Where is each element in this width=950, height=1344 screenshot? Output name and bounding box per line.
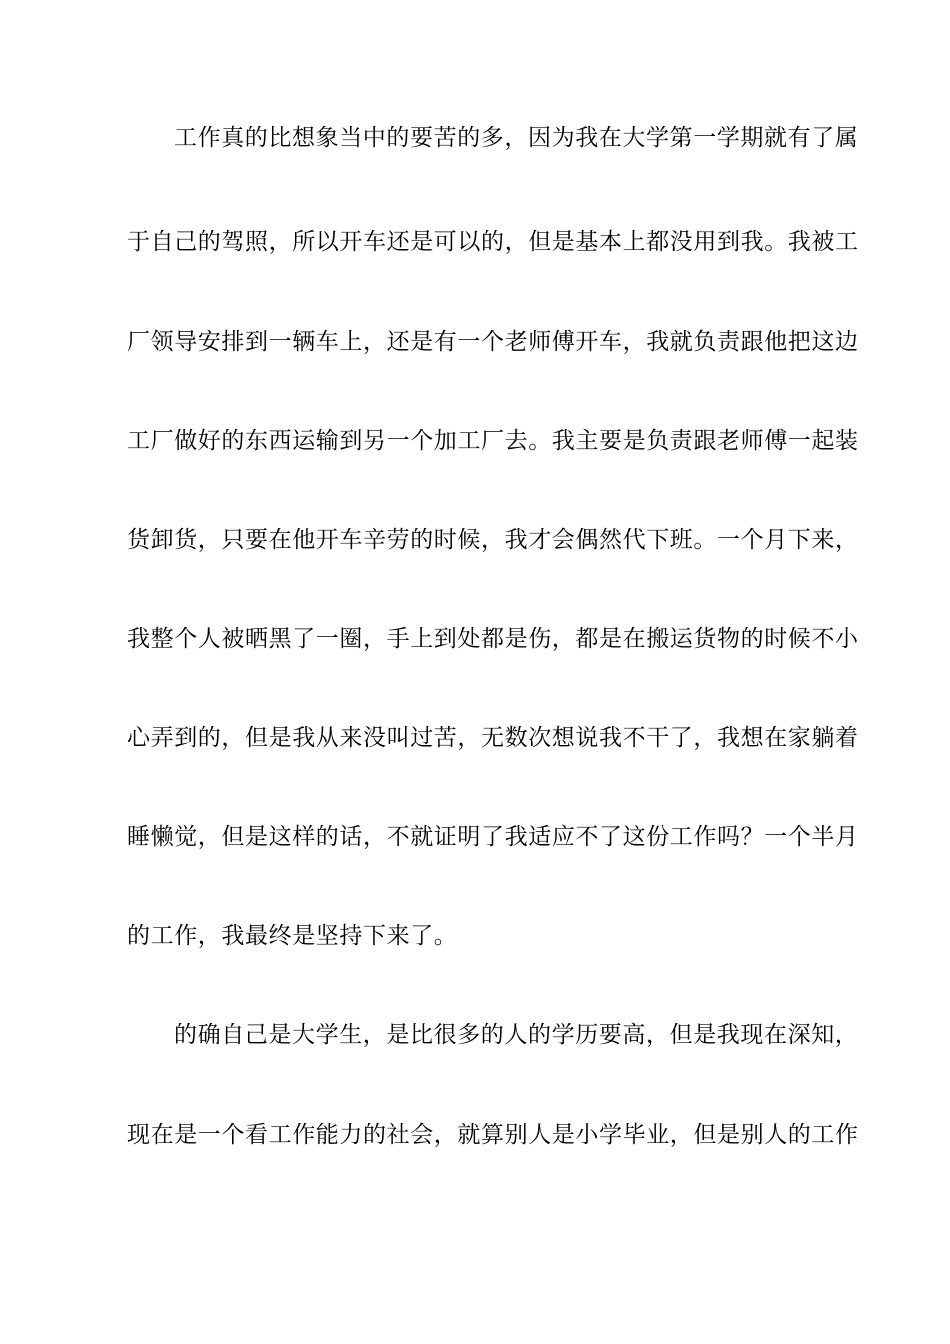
paragraph-2-line-1: 的确自己是大学生，是比很多的人的学历要高，但是我现在深知，: [174, 1022, 859, 1048]
paragraph-1-line-1: 工作真的比想象当中的要苦的多，因为我在大学第一学期就有了属: [174, 125, 859, 151]
paragraph-1-line-9: 的工作，我最终是坚持下来了。: [127, 923, 458, 949]
paragraph-1-line-8: 睡懒觉，但是这样的话，不就证明了我适应不了这份工作吗？一个半月: [127, 824, 859, 850]
paragraph-1-line-3: 厂领导安排到一辆车上，还是有一个老师傅开车，我就负责跟他把这边: [127, 329, 859, 355]
paragraph-2-line-2: 现在是一个看工作能力的社会，就算别人是小学毕业，但是别人的工作: [127, 1122, 859, 1148]
paragraph-1-line-5: 货卸货，只要在他开车辛劳的时候，我才会偶然代下班。一个月下来，: [127, 527, 859, 553]
paragraph-1-line-4: 工厂做好的东西运输到另一个加工厂去。我主要是负责跟老师傅一起装: [127, 428, 859, 454]
paragraph-1-line-6: 我整个人被晒黑了一圈，手上到处都是伤，都是在搬运货物的时候不小: [127, 626, 859, 652]
paragraph-1-line-7: 心弄到的，但是我从来没叫过苦，无数次想说我不干了，我想在家躺着: [127, 725, 859, 751]
paragraph-1-line-2: 于自己的驾照，所以开车还是可以的，但是基本上都没用到我。我被工: [127, 229, 859, 255]
